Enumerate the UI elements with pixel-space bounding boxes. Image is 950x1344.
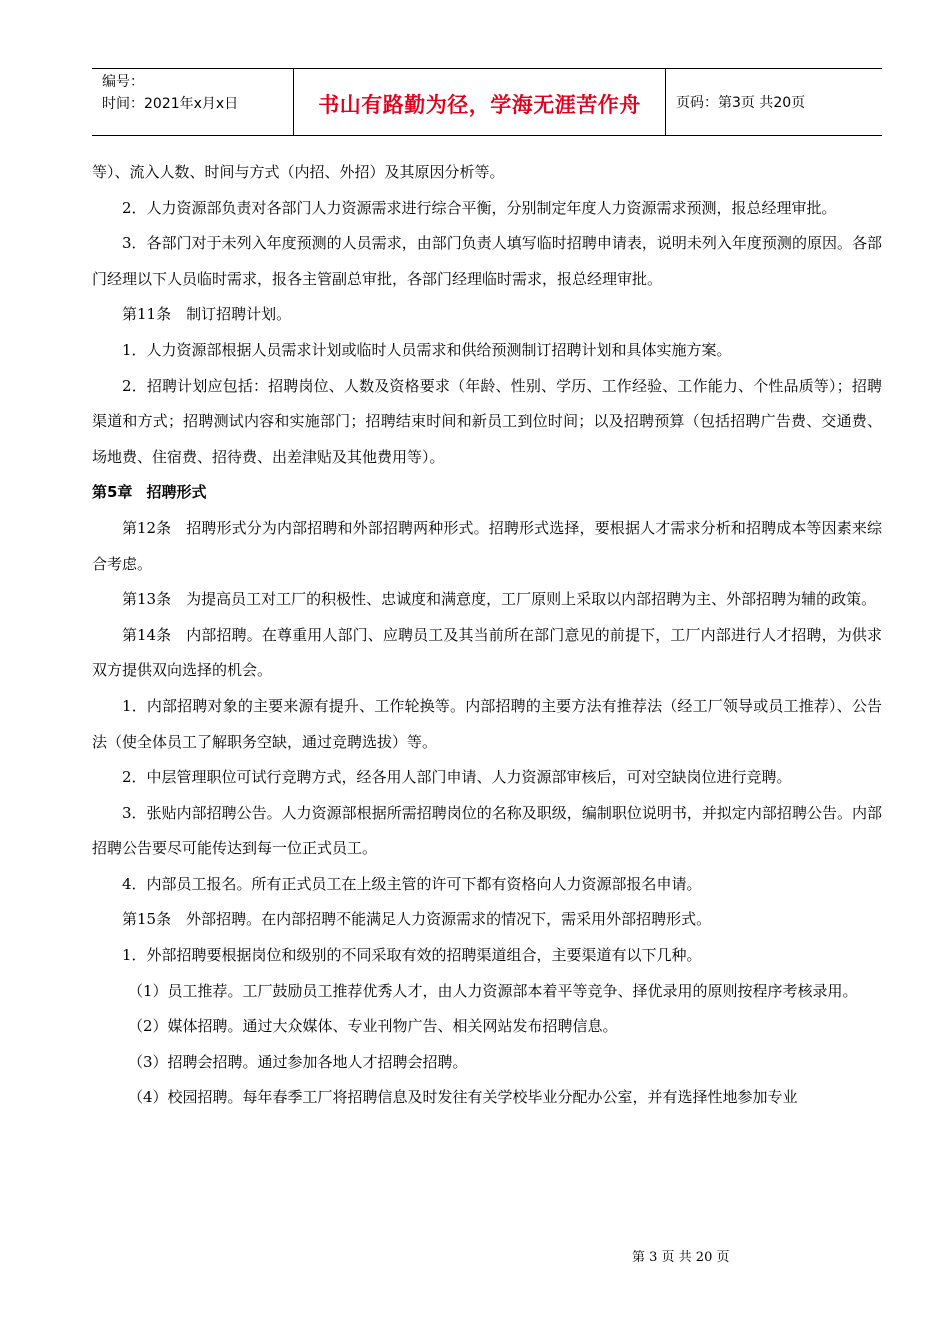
header-meta-cell: [92, 69, 294, 135]
chapter-heading: [92, 475, 882, 511]
header-motto-cell: [294, 69, 666, 135]
header-page-cell: [666, 69, 882, 135]
article-12: [92, 511, 882, 582]
chapter-label: 第5章: [92, 483, 133, 502]
paragraph: 等）、流入人数、时间与方式（内招、外招）及其原因分析等。: [92, 163, 505, 181]
article-14: [92, 618, 882, 689]
article-label: 第14条: [122, 625, 172, 644]
paragraph: 2．中层管理职位可试行竞聘方式，经各用人部门申请、人力资源部审核后，可对空缺岗位进行竞聘。: [122, 768, 792, 787]
paragraph: （4）校园招聘。每年春季工厂将招聘信息及时发往有关学校毕业分配办公室，并有选择性地参加专业: [128, 1088, 798, 1107]
document-number-label: 编号：: [102, 74, 144, 90]
article-text: 内部招聘。在尊重用人部门、应聘员工及其当前所在部门意见的前提下，工厂内部进行人才招聘，为供求双方提供双向选择的机会。: [92, 625, 882, 680]
header-page-info: 页码：第3页 共20页: [676, 95, 806, 111]
paragraph: （2）媒体招聘。通过大众媒体、专业刊物广告、相关网站发布招聘信息。: [128, 1017, 618, 1036]
paragraph: 1．人力资源部根据人员需求计划或临时人员需求和供给预测制订招聘计划和具体实施方案。: [122, 340, 732, 359]
article-label: 第11条: [122, 305, 172, 324]
article-11: [92, 297, 882, 333]
paragraph: 2．招聘计划应包括：招聘岗位、人数及资格要求（年龄、性别、学历、工作经验、工作能力、个性品质等）；招聘渠道和方式；招聘测试内容和实施部门；招聘结束时间和新员工到位时间；以及招聘预算（包括招聘广告费、交通费、场地费、住宿费、招待费、出差津贴及其他费用等）。: [92, 376, 882, 466]
paragraph: （1）员工推荐。工厂鼓励员工推荐优秀人才，由人力资源部本着平等竞争、择优录用的原则按程序考核录用。: [128, 981, 858, 1000]
page-footer: 第 3 页 共 20 页: [632, 1250, 730, 1265]
article-13: [92, 582, 882, 618]
article-label: 第13条: [122, 590, 172, 609]
header-motto: 书山有路勤为径，学海无涯苦作舟: [318, 93, 641, 117]
paragraph: 1．内部招聘对象的主要来源有提升、工作轮换等。内部招聘的主要方法有推荐法（经工厂领导或员工推荐）、公告法（使全体员工了解职务空缺，通过竞聘选拔）等。: [92, 696, 882, 751]
article-text: 外部招聘。在内部招聘不能满足人力资源需求的情况下，需采用外部招聘形式。: [186, 910, 712, 929]
page-header-table: [92, 68, 882, 136]
article-15: [92, 902, 882, 938]
paragraph: 1．外部招聘要根据岗位和级别的不同采取有效的招聘渠道组合，主要渠道有以下几种。: [122, 946, 702, 965]
paragraph: 4．内部员工报名。所有正式员工在上级主管的许可下都有资格向人力资源部报名申请。: [122, 874, 702, 893]
article-text: 制订招聘计划。: [186, 305, 292, 324]
paragraph: （3）招聘会招聘。通过参加各地人才招聘会招聘。: [128, 1052, 468, 1071]
article-label: 第15条: [122, 910, 172, 929]
paragraph: 3．张贴内部招聘公告。人力资源部根据所需招聘岗位的名称及职级，编制职位说明书，并拟定内部招聘公告。内部招聘公告要尽可能传达到每一位正式员工。: [92, 803, 882, 858]
paragraph: 2．人力资源部负责对各部门人力资源需求进行综合平衡，分别制定年度人力资源需求预测，报总经理审批。: [122, 198, 837, 217]
chapter-title: 招聘形式: [146, 483, 207, 502]
article-text: 为提高员工对工厂的积极性、忠诚度和满意度，工厂原则上采取以内部招聘为主、外部招聘为辅的政策。: [186, 590, 877, 609]
document-body: [92, 155, 882, 1116]
article-label: 第12条: [122, 518, 172, 537]
document-time-label: 时间：2021年x月x日: [102, 96, 239, 112]
article-text: 招聘形式分为内部招聘和外部招聘两种形式。招聘形式选择，要根据人才需求分析和招聘成本等因素来综合考虑。: [92, 518, 882, 573]
paragraph: 3．各部门对于未列入年度预测的人员需求，由部门负责人填写临时招聘申请表，说明未列入年度预测的原因。各部门经理以下人员临时需求，报各主管副总审批，各部门经理临时需求，报总经理审批。: [92, 234, 882, 288]
